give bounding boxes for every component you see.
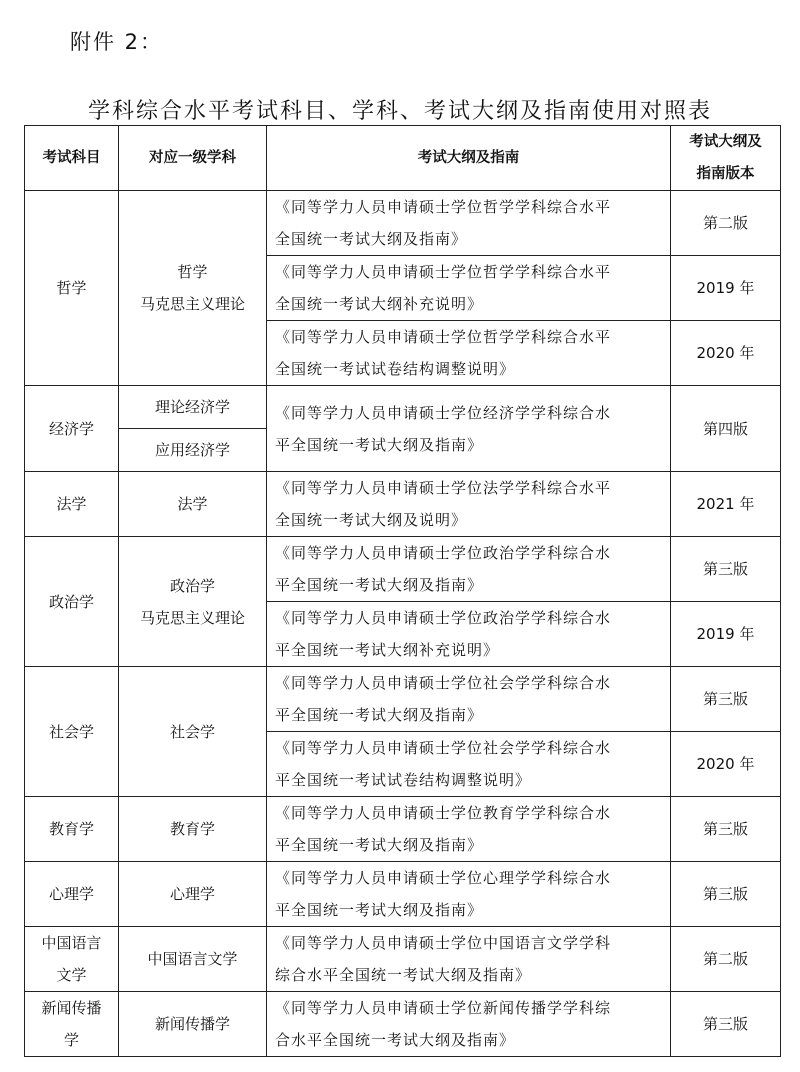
table-row [25,667,781,732]
guide-cell: 《同等学力人员申请硕士学位法学学科综合水平 全国统一考试大纲及说明》 [267,472,671,537]
page-title: 学科综合水平考试科目、学科、考试大纲及指南使用对照表 [87,99,712,124]
subject-cell: 教育学 [25,797,119,862]
discipline-cell: 新闻传播学 [119,992,267,1057]
table-row [25,472,781,537]
table-row [25,537,781,602]
guide-cell: 《同等学力人员申请硕士学位经济学学科综合水 平全国统一考试大纲及指南》 [267,386,671,472]
version-cell: 第四版 [671,386,781,472]
table-row [25,862,781,927]
discipline-cell: 教育学 [119,797,267,862]
version-cell: 第三版 [671,797,781,862]
guide-cell: 《同等学力人员申请硕士学位哲学学科综合水平 全国统一考试大纲及指南》 [267,191,671,256]
version-cell: 2021 年 [671,472,781,537]
discipline-cell: 法学 [119,472,267,537]
table-row [25,386,781,429]
version-cell: 2019 年 [671,602,781,667]
guide-cell: 《同等学力人员申请硕士学位政治学学科综合水 平全国统一考试大纲补充说明》 [267,602,671,667]
table-row [25,992,781,1057]
version-cell: 第三版 [671,667,781,732]
guide-cell: 《同等学力人员申请硕士学位中国语言文学学科 综合水平全国统一考试大纲及指南》 [267,927,671,992]
subject-cell: 经济学 [25,386,119,472]
guide-cell: 《同等学力人员申请硕士学位社会学学科综合水 平全国统一考试试卷结构调整说明》 [267,732,671,797]
header-version: 考试大纲及 指南版本 [671,126,781,191]
guide-cell: 《同等学力人员申请硕士学位政治学学科综合水 平全国统一考试大纲及指南》 [267,537,671,602]
subject-cell: 法学 [25,472,119,537]
guide-cell: 《同等学力人员申请硕士学位社会学学科综合水 平全国统一考试大纲及指南》 [267,667,671,732]
version-cell: 第三版 [671,862,781,927]
version-cell: 第二版 [671,927,781,992]
table-row [25,191,781,256]
version-cell: 2020 年 [671,321,781,386]
guide-cell: 《同等学力人员申请硕士学位教育学学科综合水 平全国统一考试大纲及指南》 [267,797,671,862]
version-cell: 第三版 [671,537,781,602]
discipline-cell: 中国语言文学 [119,927,267,992]
header-discipline: 对应一级学科 [119,126,267,191]
discipline-cell: 政治学 马克思主义理论 [119,537,267,667]
version-cell: 2020 年 [671,732,781,797]
discipline-cell: 理论经济学 [119,386,267,429]
table-row [25,927,781,992]
subject-cell: 中国语言 文学 [25,927,119,992]
table-header-row [25,126,781,191]
discipline-cell: 应用经济学 [119,429,267,472]
subject-cell: 政治学 [25,537,119,667]
attachment-label: 附件 2： [70,30,164,54]
subject-cell: 新闻传播 学 [25,992,119,1057]
table-row [25,797,781,862]
discipline-cell: 哲学 马克思主义理论 [119,191,267,386]
header-subject: 考试科目 [25,126,119,191]
guide-cell: 《同等学力人员申请硕士学位哲学学科综合水平 全国统一考试试卷结构调整说明》 [267,321,671,386]
guide-cell: 《同等学力人员申请硕士学位新闻传播学学科综 合水平全国统一考试大纲及指南》 [267,992,671,1057]
guide-cell: 《同等学力人员申请硕士学位心理学学科综合水 平全国统一考试大纲及指南》 [267,862,671,927]
guide-cell: 《同等学力人员申请硕士学位哲学学科综合水平 全国统一考试大纲补充说明》 [267,256,671,321]
reference-table [24,125,781,1057]
header-guide: 考试大纲及指南 [267,126,671,191]
version-cell: 2019 年 [671,256,781,321]
subject-cell: 哲学 [25,191,119,386]
discipline-cell: 社会学 [119,667,267,797]
subject-cell: 心理学 [25,862,119,927]
version-cell: 第三版 [671,992,781,1057]
discipline-cell: 心理学 [119,862,267,927]
subject-cell: 社会学 [25,667,119,797]
version-cell: 第二版 [671,191,781,256]
